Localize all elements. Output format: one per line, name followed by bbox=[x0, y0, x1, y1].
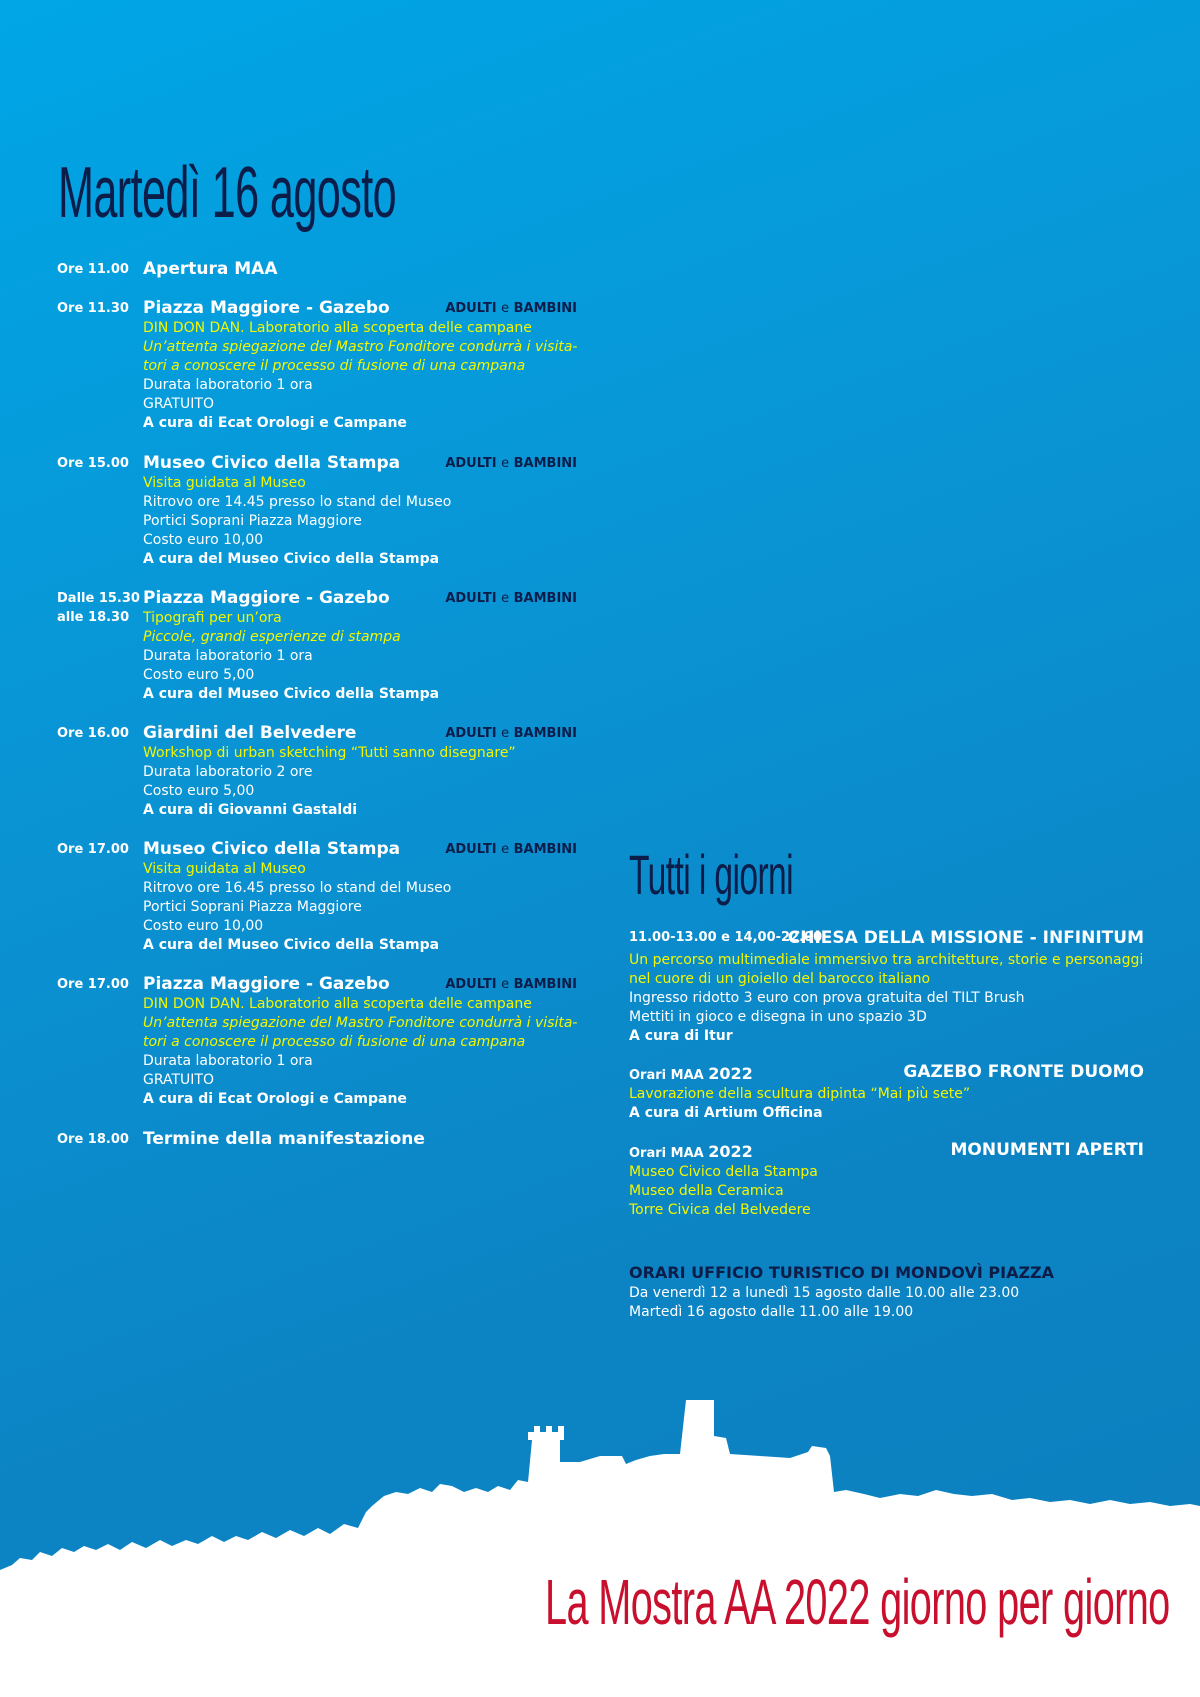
event-line: A cura del Museo Civico della Stampa bbox=[143, 937, 440, 953]
event-details bbox=[143, 474, 583, 569]
audience-and: e bbox=[501, 726, 510, 741]
event-time: Ore 17.00 bbox=[57, 842, 129, 857]
event-place: Giardini del Belvedere bbox=[143, 723, 357, 743]
item-details bbox=[629, 951, 1144, 1046]
event-line: DIN DON DAN. Laboratorio alla scoperta delle campane bbox=[143, 320, 532, 336]
audience-children: BAMBINI bbox=[513, 301, 577, 316]
event-time: Ore 15.00 bbox=[57, 456, 129, 471]
event-line: A cura di Ecat Orologi e Campane bbox=[143, 1091, 407, 1107]
audience-adults: ADULTI bbox=[445, 726, 497, 741]
event-line: Ritrovo ore 14.45 presso lo stand del Museo bbox=[143, 494, 452, 510]
audience-children: BAMBINI bbox=[513, 726, 577, 741]
tourist-office-line: Da venerdì 12 a lunedì 15 agosto dalle 10.00 alle 23.00 bbox=[629, 1285, 1020, 1301]
event-line: Visita guidata al Museo bbox=[143, 861, 306, 877]
item-line: Un percorso multimediale immersivo tra architetture, storie e personaggi nel cuore di un gioiello del barocco italiano bbox=[629, 952, 1144, 987]
item-line: Torre Civica del Belvedere bbox=[629, 1202, 811, 1218]
section-title-all-days: Tutti i giorni bbox=[629, 843, 794, 906]
event-time-start: Dalle 15.30 bbox=[57, 591, 140, 606]
event-line: Durata laboratorio 1 ora bbox=[143, 377, 313, 393]
event-line: Durata laboratorio 2 ore bbox=[143, 764, 313, 780]
item-time-label: Orari MAA bbox=[629, 1068, 704, 1083]
audience-and: e bbox=[501, 842, 510, 857]
event-line: tori a conoscere il processo di fusione di una campana bbox=[143, 1034, 526, 1050]
tourist-office-line: Martedì 16 agosto dalle 11.00 alle 19.00 bbox=[629, 1304, 914, 1320]
event-line: Durata laboratorio 1 ora bbox=[143, 1053, 313, 1069]
tourist-office-hours bbox=[629, 1262, 1144, 1322]
audience-badge bbox=[445, 975, 577, 994]
event-line: Visita guidata al Museo bbox=[143, 475, 306, 491]
event-line: A cura del Museo Civico della Stampa bbox=[143, 551, 440, 567]
event-time: Ore 16.00 bbox=[57, 726, 129, 741]
tourist-office-title: ORARI UFFICIO TURISTICO DI MONDOVÌ PIAZZA bbox=[629, 1263, 1055, 1282]
item-line: Mettiti in gioco e disegna in uno spazio 3D bbox=[629, 1009, 927, 1025]
event-line: Portici Soprani Piazza Maggiore bbox=[143, 513, 362, 529]
item-line: Ingresso ridotto 3 euro con prova gratuita del TILT Brush bbox=[629, 990, 1025, 1006]
event-time: Ore 11.30 bbox=[57, 301, 129, 316]
audience-badge bbox=[445, 299, 577, 318]
audience-badge bbox=[445, 589, 577, 608]
footer-title: La Mostra AA 2022 giorno per giorno bbox=[545, 1566, 1170, 1638]
event-line: tori a conoscere il processo di fusione di una campana bbox=[143, 358, 526, 374]
item-time bbox=[629, 1142, 753, 1161]
event-line: GRATUITO bbox=[143, 1072, 214, 1088]
item-time bbox=[629, 1064, 753, 1083]
event-place: Museo Civico della Stampa bbox=[143, 839, 401, 859]
event-line: Un’attenta spiegazione del Mastro Fonditore condurrà i visita- bbox=[143, 339, 578, 355]
audience-children: BAMBINI bbox=[513, 456, 577, 471]
audience-children: BAMBINI bbox=[513, 977, 577, 992]
event-line: Workshop di urban sketching “Tutti sanno disegnare” bbox=[143, 745, 516, 761]
event-details bbox=[143, 860, 583, 955]
event-details bbox=[143, 995, 583, 1109]
all-days-item bbox=[629, 1140, 1144, 1220]
item-place: MONUMENTI APERTI bbox=[950, 1140, 1144, 1160]
item-line: Lavorazione della scultura dipinta “Mai più sete” bbox=[629, 1086, 971, 1102]
audience-and: e bbox=[501, 301, 510, 316]
event-place: Termine della manifestazione bbox=[143, 1129, 425, 1149]
event-details bbox=[143, 609, 583, 704]
item-time-label: Orari MAA bbox=[629, 1146, 704, 1161]
item-details bbox=[629, 1085, 1144, 1123]
event-line: A cura di Giovanni Gastaldi bbox=[143, 802, 358, 818]
item-time-year: 2022 bbox=[708, 1142, 753, 1161]
event-details bbox=[143, 744, 583, 820]
event-time bbox=[57, 589, 141, 627]
page-title: Martedì 16 agosto bbox=[58, 153, 397, 233]
event-place: Apertura MAA bbox=[143, 259, 278, 279]
event-line: GRATUITO bbox=[143, 396, 214, 412]
audience-badge bbox=[445, 454, 577, 473]
event-time-end: alle 18.30 bbox=[57, 610, 130, 625]
event-line: Costo euro 5,00 bbox=[143, 783, 255, 799]
item-place: CHIESA DELLA MISSIONE - INFINITUM bbox=[787, 928, 1144, 948]
audience-and: e bbox=[501, 977, 510, 992]
event-place: Piazza Maggiore - Gazebo bbox=[143, 588, 390, 608]
item-time: 11.00-13.00 e 14,00-22.00 bbox=[629, 930, 823, 945]
item-details bbox=[629, 1163, 1144, 1220]
event-line: Ritrovo ore 16.45 presso lo stand del Museo bbox=[143, 880, 452, 896]
audience-children: BAMBINI bbox=[513, 842, 577, 857]
event-line: Un’attenta spiegazione del Mastro Fonditore condurrà i visita- bbox=[143, 1015, 578, 1031]
event-details bbox=[143, 319, 583, 433]
event-line: Costo euro 10,00 bbox=[143, 532, 264, 548]
event-line: A cura del Museo Civico della Stampa bbox=[143, 686, 440, 702]
item-line: A cura di Itur bbox=[629, 1028, 733, 1044]
event-line: Piccole, grandi esperienze di stampa bbox=[143, 629, 401, 645]
audience-adults: ADULTI bbox=[445, 591, 497, 606]
all-days-item bbox=[629, 928, 1144, 1046]
item-place: GAZEBO FRONTE DUOMO bbox=[903, 1062, 1144, 1082]
audience-adults: ADULTI bbox=[445, 456, 497, 471]
audience-adults: ADULTI bbox=[445, 842, 497, 857]
town-skyline-illustration bbox=[0, 1400, 1200, 1697]
item-time-year: 2022 bbox=[708, 1064, 753, 1083]
audience-adults: ADULTI bbox=[445, 977, 497, 992]
item-line: A cura di Artium Officina bbox=[629, 1105, 823, 1121]
item-line: Museo della Ceramica bbox=[629, 1183, 784, 1199]
event-time: Ore 17.00 bbox=[57, 977, 129, 992]
event-place: Piazza Maggiore - Gazebo bbox=[143, 974, 390, 994]
event-line: Costo euro 5,00 bbox=[143, 667, 255, 683]
audience-and: e bbox=[501, 591, 510, 606]
all-days-item bbox=[629, 1062, 1144, 1123]
event-time: Ore 11.00 bbox=[57, 262, 129, 277]
audience-adults: ADULTI bbox=[445, 301, 497, 316]
audience-badge bbox=[445, 724, 577, 743]
audience-children: BAMBINI bbox=[513, 591, 577, 606]
event-place: Museo Civico della Stampa bbox=[143, 453, 401, 473]
event-line: Portici Soprani Piazza Maggiore bbox=[143, 899, 362, 915]
event-time: Ore 18.00 bbox=[57, 1132, 129, 1147]
audience-and: e bbox=[501, 456, 510, 471]
event-line: DIN DON DAN. Laboratorio alla scoperta delle campane bbox=[143, 996, 532, 1012]
item-line: Museo Civico della Stampa bbox=[629, 1164, 818, 1180]
event-line: Durata laboratorio 1 ora bbox=[143, 648, 313, 664]
event-line: Tipografi per un’ora bbox=[143, 610, 282, 626]
audience-badge bbox=[445, 840, 577, 859]
event-line: Costo euro 10,00 bbox=[143, 918, 264, 934]
event-place: Piazza Maggiore - Gazebo bbox=[143, 298, 390, 318]
event-line: A cura di Ecat Orologi e Campane bbox=[143, 415, 407, 431]
